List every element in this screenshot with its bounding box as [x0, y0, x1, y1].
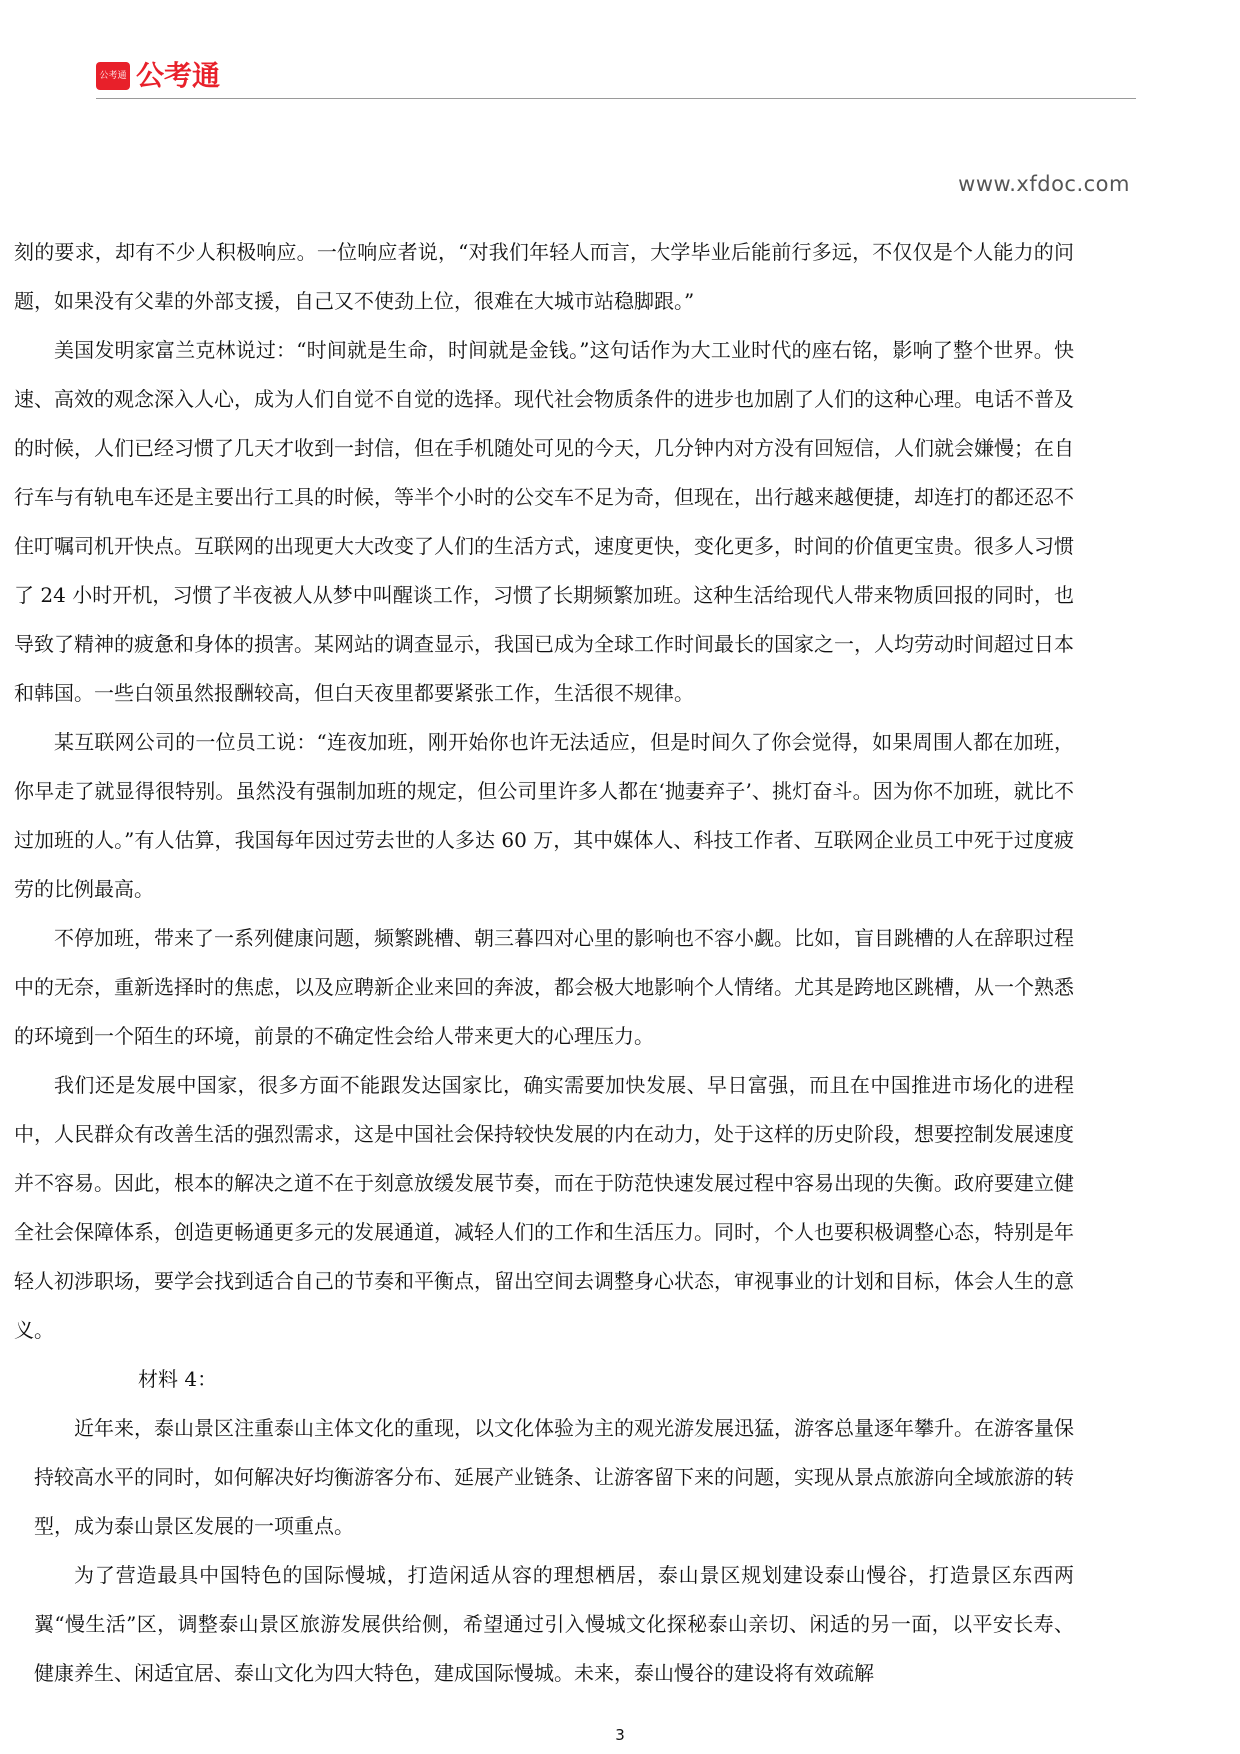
paragraph-continuation: 刻的要求，却有不少人积极响应。一位响应者说，“对我们年轻人而言，大学毕业后能前行多远，不仅仅是个人能力的问题，如果没有父辈的外部支援，自己又不使劲上位，很难在大城市站稳脚跟。”	[14, 240, 1074, 313]
paragraph: 某互联网公司的一位员工说：“连夜加班，刚开始你也许无法适应，但是时间久了你会觉得，如果周围人都在加班，你早走了就显得很特别。虽然没有强制加班的规定，但公司里许多人都在‘抛妻弃子’、挑灯奋斗。因为你不加班，就比不过加班的人。”有人估算，我国每年因过劳去世的人多达 60 万，其中媒体人、科技工作者、互联网企业员工中死于过度疲劳的比例最高。	[14, 730, 1074, 901]
material-paragraph: 为了营造最具中国特色的国际慢城，打造闲适从容的理想栖居，泰山景区规划建设泰山慢谷，打造景区东西两翼“慢生活”区，调整泰山景区旅游发展供给侧，希望通过引入慢城文化探秘泰山亲切、闲适的另一面，以平安长寿、健康养生、闲适宜居、泰山文化为四大特色，建成国际慢城。未来，泰山慢谷的建设将有效疏解	[34, 1563, 1074, 1685]
material-paragraph: 近年来，泰山景区注重泰山主体文化的重现，以文化体验为主的观光游发展迅猛，游客总量逐年攀升。在游客量保持较高水平的同时，如何解决好均衡游客分布、延展产业链条、让游客留下来的问题，实现从景点旅游向全域旅游的转型，成为泰山景区发展的一项重点。	[34, 1416, 1074, 1538]
site-url: www.xfdoc.com	[958, 172, 1130, 196]
logo-text: 公考通	[136, 59, 221, 92]
page-number: 3	[615, 1726, 625, 1744]
document-body	[14, 228, 1074, 1698]
paragraph: 不停加班，带来了一系列健康问题，频繁跳槽、朝三暮四对心里的影响也不容小觑。比如，盲目跳槽的人在辞职过程中的无奈，重新选择时的焦虑，以及应聘新企业来回的奔波，都会极大地影响个人情绪。尤其是跨地区跳槽，从一个熟悉的环境到一个陌生的环境，前景的不确定性会给人带来更大的心理压力。	[14, 926, 1074, 1048]
material-label: 材料 4：	[138, 1367, 218, 1391]
paragraph: 我们还是发展中国家，很多方面不能跟发达国家比，确实需要加快发展、早日富强，而且在中国推进市场化的进程中，人民群众有改善生活的强烈需求，这是中国社会保持较快发展的内在动力，处于这样的历史阶段，想要控制发展速度并不容易。因此，根本的解决之道不在于刻意放缓发展节奏，而在于防范快速发展过程中容易出现的失衡。政府要建立健全社会保障体系，创造更畅通更多元的发展通道，减轻人们的工作和生活压力。同时，个人也要积极调整心态，特别是年轻人初涉职场，要学会找到适合自己的节奏和平衡点，留出空间去调整身心状态，审视事业的计划和目标，体会人生的意义。	[14, 1073, 1074, 1342]
page-header	[96, 58, 1136, 98]
header-divider	[96, 98, 1136, 99]
logo-badge: 公考通	[96, 62, 130, 90]
paragraph: 美国发明家富兰克林说过：“时间就是生命，时间就是金钱。”这句话作为大工业时代的座右铭，影响了整个世界。快速、高效的观念深入人心，成为人们自觉不自觉的选择。现代社会物质条件的进步也加剧了人们的这种心理。电话不普及的时候，人们已经习惯了几天才收到一封信，但在手机随处可见的今天，几分钟内对方没有回短信，人们就会嫌慢；在自行车与有轨电车还是主要出行工具的时候，等半个小时的公交车不足为奇，但现在，出行越来越便捷，却连打的都还忍不住叮嘱司机开快点。互联网的出现更大大改变了人们的生活方式，速度更快，变化更多，时间的价值更宝贵。很多人习惯了 24 小时开机，习惯了半夜被人从梦中叫醒谈工作，习惯了长期频繁加班。这种生活给现代人带来物质回报的同时，也导致了精神的疲惫和身体的损害。某网站的调查显示，我国已成为全球工作时间最长的国家之一，人均劳动时间超过日本和韩国。一些白领虽然报酬较高，但白天夜里都要紧张工作，生活很不规律。	[14, 338, 1074, 705]
